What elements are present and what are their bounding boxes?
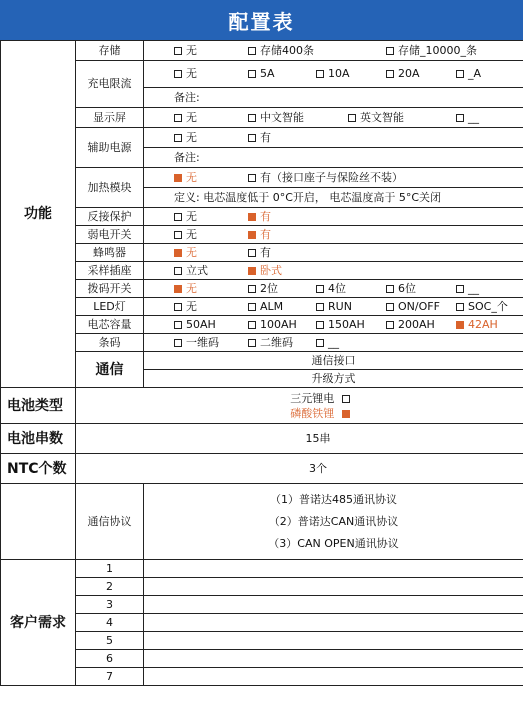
charge-limit-note[interactable]: 备注: — [144, 88, 523, 108]
option-charge-none[interactable]: 无 — [174, 67, 197, 81]
option-weak-none[interactable]: 无 — [174, 228, 197, 242]
aux-power-note[interactable]: 备注: — [144, 148, 523, 168]
row-label-charge-limit: 充电限流 — [76, 61, 144, 108]
storage-options — [144, 41, 523, 61]
option-storage-none[interactable]: 无 — [174, 44, 197, 58]
customer-row-input[interactable] — [144, 668, 523, 686]
option-capacity-50[interactable]: 50AH — [174, 318, 216, 332]
option-led-none[interactable]: 无 — [174, 300, 197, 314]
reverse-options — [144, 208, 523, 226]
checkbox-icon[interactable] — [174, 303, 182, 311]
customer-row-input[interactable] — [144, 578, 523, 596]
config-table — [0, 40, 523, 686]
section-battery-series: 电池串数 — [1, 424, 76, 454]
option-charge-10a[interactable]: 10A — [316, 67, 350, 81]
display-options — [144, 108, 523, 128]
section-ntc: NTC个数 — [1, 454, 76, 484]
protocol-item: （1）普诺达485通讯协议 — [270, 492, 397, 506]
aux-power-options — [144, 128, 523, 148]
checkbox-icon[interactable] — [386, 70, 394, 78]
checkbox-icon[interactable] — [456, 303, 464, 311]
row-label-buzzer: 蜂鸣器 — [76, 244, 144, 262]
checked-box-icon[interactable] — [248, 231, 256, 239]
option-dip-custom[interactable]: __ — [456, 282, 479, 296]
option-sample-vertical[interactable]: 立式 — [174, 264, 208, 278]
option-display-custom[interactable]: __ — [456, 111, 479, 125]
option-storage-custom[interactable]: 存储_10000_条 — [386, 44, 477, 58]
checkbox-icon[interactable] — [342, 395, 350, 403]
checked-box-icon[interactable] — [174, 174, 182, 182]
option-heating-none[interactable]: 无 — [174, 171, 197, 185]
option-barcode-1d[interactable]: 一维码 — [174, 336, 219, 350]
checkbox-icon[interactable] — [174, 47, 182, 55]
checkbox-icon[interactable] — [386, 285, 394, 293]
row-label-display: 显示屏 — [76, 108, 144, 128]
ntc-value[interactable]: 3个 — [76, 454, 523, 484]
customer-row-number: 3 — [76, 596, 144, 614]
option-dip-2[interactable]: 2位 — [248, 282, 278, 296]
option-capacity-150[interactable]: 150AH — [316, 318, 365, 332]
capacity-options — [144, 316, 523, 334]
led-options — [144, 298, 523, 316]
checkbox-icon[interactable] — [174, 70, 182, 78]
checkbox-icon[interactable] — [316, 285, 324, 293]
customer-row-number: 7 — [76, 668, 144, 686]
section-function: 功能 — [1, 41, 76, 388]
option-charge-5a[interactable]: 5A — [248, 67, 275, 81]
checkbox-icon[interactable] — [316, 303, 324, 311]
checkbox-icon[interactable] — [386, 321, 394, 329]
checkbox-icon[interactable] — [248, 47, 256, 55]
checkbox-icon[interactable] — [248, 174, 256, 182]
row-label-weak: 弱电开关 — [76, 226, 144, 244]
sample-options — [144, 262, 523, 280]
battery-series-value[interactable]: 15串 — [76, 424, 523, 454]
option-sample-horizontal[interactable]: 卧式 — [248, 264, 282, 278]
customer-row-number: 1 — [76, 560, 144, 578]
checkbox-icon[interactable] — [248, 134, 256, 142]
section-comm: 通信 — [76, 352, 144, 388]
heating-definition: 定义: 电芯温度低于 0°C开启， 电芯温度高于 5°C关闭 — [144, 188, 523, 208]
option-aux-none[interactable]: 无 — [174, 131, 197, 145]
checked-box-icon[interactable] — [174, 285, 182, 293]
protocol-item: （3）CAN OPEN通讯协议 — [268, 536, 399, 550]
section-battery-type: 电池类型 — [1, 388, 76, 424]
option-charge-custom[interactable]: _A — [456, 67, 481, 81]
row-label-comm-if: 通信接口 — [144, 352, 523, 370]
protocol-list — [144, 484, 523, 560]
weak-options — [144, 226, 523, 244]
buzzer-options — [144, 244, 523, 262]
checked-box-icon[interactable] — [248, 213, 256, 221]
row-label-led: LED灯 — [76, 298, 144, 316]
option-display-none[interactable]: 无 — [174, 111, 197, 125]
option-aux-yes[interactable]: 有 — [248, 131, 271, 145]
checked-box-icon[interactable] — [174, 249, 182, 257]
customer-row-input[interactable] — [144, 650, 523, 668]
row-label-capacity: 电芯容量 — [76, 316, 144, 334]
option-capacity-42[interactable]: 42AH — [456, 318, 498, 332]
checkbox-icon[interactable] — [316, 70, 324, 78]
customer-row-number: 6 — [76, 650, 144, 668]
option-display-chinese[interactable]: 中文智能 — [248, 111, 304, 125]
dip-options — [144, 280, 523, 298]
customer-row-number: 5 — [76, 632, 144, 650]
checkbox-icon[interactable] — [248, 114, 256, 122]
checkbox-icon[interactable] — [456, 285, 464, 293]
option-buzzer-none[interactable]: 无 — [174, 246, 197, 260]
option-led-alm[interactable]: ALM — [248, 300, 283, 314]
row-label-protocol: 通信协议 — [76, 484, 144, 560]
customer-row-input[interactable] — [144, 560, 523, 578]
customer-row-input[interactable] — [144, 596, 523, 614]
checkbox-icon[interactable] — [248, 339, 256, 347]
checkbox-icon[interactable] — [174, 339, 182, 347]
checkbox-icon[interactable] — [386, 303, 394, 311]
option-capacity-200[interactable]: 200AH — [386, 318, 435, 332]
customer-row-number: 2 — [76, 578, 144, 596]
option-battery-ternary[interactable]: 三元锂电 — [124, 391, 520, 406]
customer-row-number: 4 — [76, 614, 144, 632]
checkbox-icon[interactable] — [174, 114, 182, 122]
checkbox-icon[interactable] — [316, 339, 324, 347]
protocol-item: （2）普诺达CAN通讯协议 — [268, 514, 399, 528]
option-led-soc[interactable]: SOC_个 — [456, 300, 508, 314]
checkbox-icon[interactable] — [456, 70, 464, 78]
blank-cell — [1, 484, 76, 560]
customer-row-input[interactable] — [144, 614, 523, 632]
option-buzzer-yes[interactable]: 有 — [248, 246, 271, 260]
option-display-english[interactable]: 英文智能 — [348, 111, 404, 125]
page-title: 配置表 — [0, 0, 523, 40]
checkbox-icon[interactable] — [174, 321, 182, 329]
row-label-dip: 拨码开关 — [76, 280, 144, 298]
battery-type-options — [76, 388, 523, 424]
row-label-barcode: 条码 — [76, 334, 144, 352]
row-label-heating: 加热模块 — [76, 168, 144, 208]
option-weak-yes[interactable]: 有 — [248, 228, 271, 242]
checkbox-icon[interactable] — [248, 285, 256, 293]
checkbox-icon[interactable] — [248, 70, 256, 78]
checkbox-icon[interactable] — [456, 114, 464, 122]
charge-limit-options — [144, 61, 523, 88]
option-led-run[interactable]: RUN — [316, 300, 352, 314]
checkbox-icon[interactable] — [248, 249, 256, 257]
heating-options — [144, 168, 523, 188]
option-heating-yes[interactable]: 有（接口座子与保险丝不装） — [248, 171, 403, 185]
checkbox-icon[interactable] — [174, 231, 182, 239]
option-led-onoff[interactable]: ON/OFF — [386, 300, 440, 314]
option-barcode-2d[interactable]: 二维码 — [248, 336, 293, 350]
barcode-options — [144, 334, 523, 352]
option-storage-400[interactable]: 存储400条 — [248, 44, 314, 58]
checked-box-icon[interactable] — [456, 321, 464, 329]
checkbox-icon[interactable] — [248, 321, 256, 329]
customer-row-input[interactable] — [144, 632, 523, 650]
checkbox-icon[interactable] — [386, 47, 394, 55]
row-label-aux-power: 辅助电源 — [76, 128, 144, 168]
row-label-reverse: 反接保护 — [76, 208, 144, 226]
option-barcode-custom[interactable]: __ — [316, 336, 339, 350]
option-dip-4[interactable]: 4位 — [316, 282, 346, 296]
checked-box-icon[interactable] — [248, 267, 256, 275]
option-capacity-100[interactable]: 100AH — [248, 318, 297, 332]
option-reverse-none[interactable]: 无 — [174, 210, 197, 224]
checkbox-icon[interactable] — [174, 134, 182, 142]
row-label-upgrade: 升级方式 — [144, 370, 523, 388]
checkbox-icon[interactable] — [174, 267, 182, 275]
row-label-storage: 存储 — [76, 41, 144, 61]
option-dip-none[interactable]: 无 — [174, 282, 197, 296]
option-battery-lfp[interactable]: 磷酸铁锂 — [124, 406, 520, 421]
checkbox-icon[interactable] — [316, 321, 324, 329]
checkbox-icon[interactable] — [174, 213, 182, 221]
checkbox-icon[interactable] — [248, 303, 256, 311]
row-label-sample: 采样插座 — [76, 262, 144, 280]
section-customer: 客户需求 — [1, 560, 76, 686]
checkbox-icon[interactable] — [348, 114, 356, 122]
option-dip-6[interactable]: 6位 — [386, 282, 416, 296]
option-reverse-yes[interactable]: 有 — [248, 210, 271, 224]
option-charge-20a[interactable]: 20A — [386, 67, 420, 81]
checked-box-icon[interactable] — [342, 410, 350, 418]
